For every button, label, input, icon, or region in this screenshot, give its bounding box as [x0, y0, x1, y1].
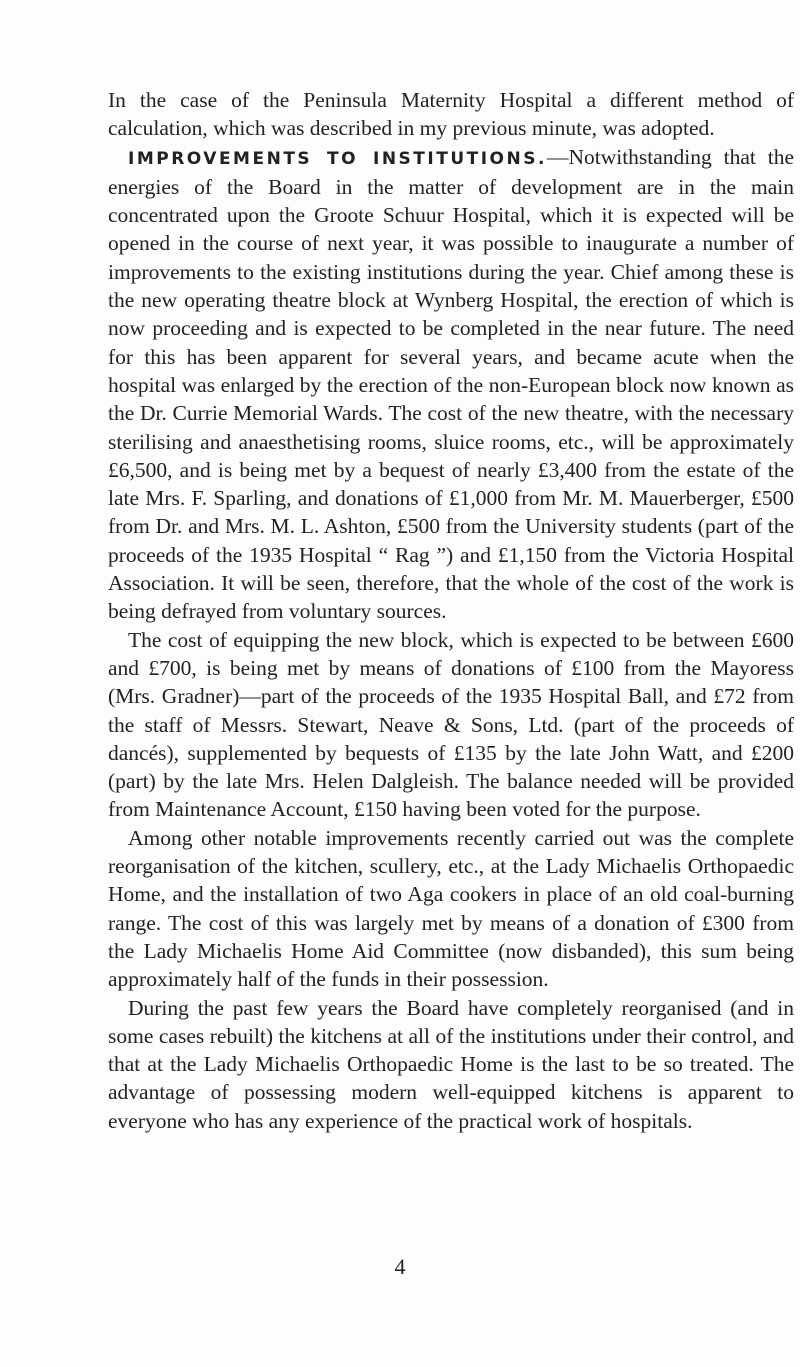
section-heading-improvements: IMPROVEMENTS TO INSTITUTIONS.	[128, 148, 547, 169]
paragraph-peninsula-maternity: In the case of the Peninsula Maternity Hospital a different method of calculation, which was described in my previous minute, was adopted.	[108, 88, 794, 141]
paragraph-equipping-cost: The cost of equipping the new block, which is expected to be between £600 and £700, is being met by means of donations of £100 from the Mayoress (Mrs. Gradner)—part of the proceeds of the 1935 Hospital Ball, and £72 from the staff of Messrs. Stewart, Neave & Sons, Ltd. (part of the proceeds of dancés), supplemented by bequests of £135 by the late John Watt, and £200 (part) by the late Mrs. Helen Dalgleish. The balance needed will be provided from Maintenance Account, £150 having been voted for the purpose.	[108, 627, 794, 822]
paragraph-kitchens-rebuilt: During the past few years the Board have completely reorganised (and in some cases rebuilt) the kitchens at all of the institutions under their control, and that at the Lady Michaelis Orthopaedic Home is the last to be so treated. The advantage of possessing modern well-equipped kitchens is apparent to everyone who has any experience of the practical work of hospitals.	[108, 995, 794, 1133]
body-text	[108, 86, 794, 1135]
page-number: 4	[394, 1254, 406, 1279]
paragraph-kitchen-reorganisation: Among other notable improvements recently carried out was the complete reorganisation of the kitchen, scullery, etc., at the Lady Michaelis Orthopaedic Home, and the installation of two Aga cookers in place of an old coal-burning range. The cost of this was largely met by means of a donation of £300 from the Lady Michaelis Home Aid Committee (now disbanded), this sum being approximately half of the funds in their possession.	[108, 825, 794, 992]
paragraph-improvements-body: —Notwithstanding that the energies of the Board in the matter of development are in the main concentrated upon the Groote Schuur Hospital, which it is expected will be opened in the course of next year, it was possible to inaugurate a number of improvements to the existing institutions during the year. Chief among these is the new operating theatre block at Wynberg Hospital, the erection of which is now proceeding and is expected to be completed in the near future. The need for this has been apparent for several years, and became acute when the hospital was enlarged by the erection of the non-European block now known as the Dr. Currie Memorial Wards. The cost of the new theatre, with the necessary sterilising and anaesthetising rooms, sluice rooms, etc., will be approximately £6,500, and is being met by a bequest of nearly £3,400 from the estate of the late Mrs. F. Sparling, and donations of £1,000 from Mr. M. Mauerberger, £500 from Dr. and Mrs. M. L. Ashton, £500 from the University students (part of the proceeds of the 1935 Hospital “ Rag ”) and £1,150 from the Victoria Hospital Association. It will be seen, therefore, that the whole of the cost of the work is being defrayed from voluntary sources.	[108, 144, 794, 624]
paragraph-improvements	[108, 143, 794, 626]
